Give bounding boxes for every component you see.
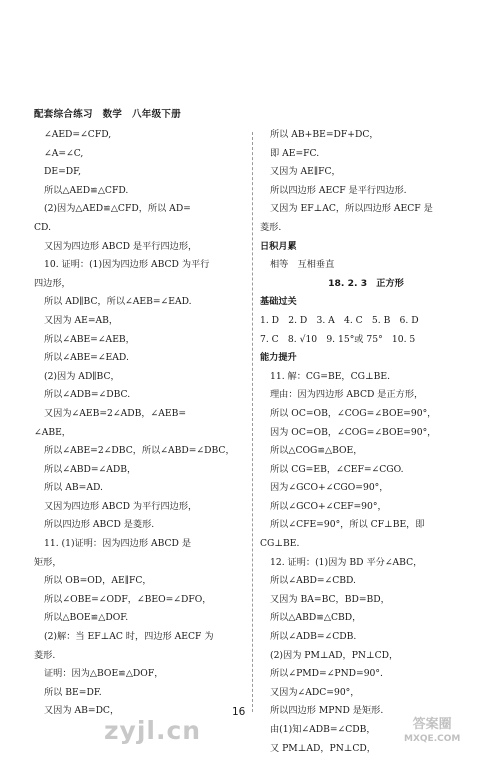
- text-line: 所以四边形 MPND 是矩形.: [270, 705, 384, 717]
- text-line: 所以 OB=OD，AE∥FC，: [44, 575, 152, 587]
- watermark-left: zyjl.cn: [104, 716, 202, 745]
- text-line: 又因为 EF⊥AC，所以四边形 AECF 是: [270, 203, 433, 215]
- text-line: ∠ABE，: [34, 426, 71, 438]
- watermark-right: [404, 718, 460, 746]
- text-line: CG⊥BE.: [260, 538, 300, 550]
- section-heading: 日积月累: [260, 240, 297, 252]
- text-line: 所以∠GCO+∠CEF=90°，: [270, 500, 387, 512]
- text-line: 菱形.: [260, 221, 282, 233]
- text-line: 矩形，: [34, 556, 62, 568]
- text-line: 所以∠PMD=∠PND=90°.: [270, 668, 383, 680]
- watermark-right-bottom: MXQE.COM: [404, 734, 461, 744]
- text-line: (2)因为 PM⊥AD，PN⊥CD，: [270, 649, 399, 661]
- text-line: 所以∠ABD=∠CBD.: [270, 575, 356, 587]
- section-heading: 18. 2. 3 正方形: [328, 277, 404, 289]
- text-line: 所以 CG=EB，∠CEF=∠CGO.: [270, 463, 404, 475]
- text-line: 所以 BE=DF.: [44, 686, 102, 698]
- text-line: 10. 证明：(1)因为四边形 ABCD 为平行: [44, 259, 210, 271]
- right-column: [260, 126, 472, 758]
- text-line: 所以 AB=AD.: [44, 482, 103, 494]
- text-line: 所以△BOE≌△DOF.: [44, 612, 129, 624]
- text-line: 相等 互相垂直: [270, 259, 335, 271]
- text-line: 所以∠ABE=∠AEB，: [44, 333, 135, 345]
- column-divider: [252, 132, 253, 712]
- text-line: (2)因为△AED≌△CFD，所以 AD=: [44, 203, 191, 215]
- text-line: 所以 AD∥BC，所以∠AEB=∠EAD.: [44, 296, 192, 308]
- text-line: 又因为 AB=DC，: [44, 705, 120, 717]
- text-line: (2)因为 AD∥BC，: [44, 370, 120, 382]
- text-line: 所以四边形 AECF 是平行四边形.: [270, 184, 407, 196]
- text-line: 所以△ABD≌△CBD，: [270, 612, 362, 624]
- text-line: 又因为∠ADC=90°，: [270, 686, 360, 698]
- left-column: [34, 126, 246, 721]
- text-line: 所以∠OBE=∠ODF，∠BEO=∠DFO，: [44, 593, 212, 605]
- page-number: 16: [232, 706, 246, 718]
- text-line: 又因为 AE=AB，: [44, 314, 119, 326]
- text-line: 即 AE=FC.: [270, 147, 320, 159]
- text-line: 所以△AED≌△CFD.: [44, 184, 129, 196]
- text-line: 因为 OC=OB，∠COG=∠BOE=90°，: [270, 426, 437, 438]
- text-line: 12. 证明：(1)因为 BD 平分∠ABC，: [270, 556, 423, 568]
- text-line: 所以 AB+BE=DF+DC，: [270, 129, 379, 140]
- text-line: 证明：因为△BOE≌△DOF，: [44, 668, 164, 680]
- text-line: 所以∠ADB=∠DBC.: [44, 389, 131, 401]
- text-line: DE=DF,: [44, 166, 81, 178]
- text-line: 所以△COG≌△BOE，: [270, 445, 363, 457]
- text-line: 7. C 8. √10 9. 15°或 75° 10. 5: [260, 333, 416, 345]
- text-line: 又因为 AE∥FC，: [270, 166, 341, 178]
- text-line: 所以∠ABE=∠EAD.: [44, 352, 129, 364]
- text-line: 所以∠CFE=90°，所以 CF⊥BE，即: [270, 519, 425, 531]
- text-line: 又因为∠AEB=2∠ADB，∠AEB=: [44, 407, 187, 419]
- text-line: 四边形，: [34, 277, 71, 289]
- text-line: 1. D 2. D 3. A 4. C 5. B 6. D: [260, 314, 419, 326]
- section-heading: 基础过关: [260, 296, 297, 308]
- text-line: 因为∠GCO+∠CGO=90°，: [270, 482, 389, 494]
- section-heading: 能力提升: [260, 352, 297, 364]
- text-line: 所以 OC=OB，∠COG=∠BOE=90°，: [270, 407, 437, 419]
- page-header: 配套综合练习 数学 八年级下册: [34, 109, 182, 120]
- text-line: 由(1)知∠ADB=∠CDB，: [270, 724, 376, 735]
- text-line: 又因为四边形 ABCD 为平行四边形，: [44, 500, 198, 512]
- text-line: 所以∠ABD=∠ADB，: [44, 463, 137, 475]
- text-line: 11. (1)证明：因为四边形 ABCD 是: [44, 538, 192, 550]
- text-line: CD.: [34, 221, 51, 233]
- watermark-right-top: 答案圈: [412, 717, 452, 732]
- text-line: 所以∠ABE=2∠DBC，所以∠ABD=∠DBC，: [44, 445, 235, 457]
- text-line: 所以∠ADB=∠CDB.: [270, 631, 357, 643]
- text-line: 菱形.: [34, 649, 56, 661]
- text-line: 又 PM⊥AD，PN⊥CD，: [270, 742, 376, 754]
- text-line: 11. 解：CG=BE，CG⊥BE.: [270, 370, 391, 382]
- text-line: (2)解：当 EF⊥AC 时，四边形 AECF 为: [44, 631, 214, 643]
- text-line: 所以四边形 ABCD 是菱形.: [44, 519, 155, 531]
- text-line: ∠A=∠C,: [44, 147, 84, 159]
- text-line: ∠AED=∠CFD,: [44, 129, 112, 140]
- text-line: 又因为四边形 ABCD 是平行四边形，: [44, 240, 198, 252]
- text-line: 又因为 BA=BC，BD=BD，: [270, 593, 390, 605]
- text-line: 理由：因为四边形 ABCD 是正方形，: [270, 389, 424, 401]
